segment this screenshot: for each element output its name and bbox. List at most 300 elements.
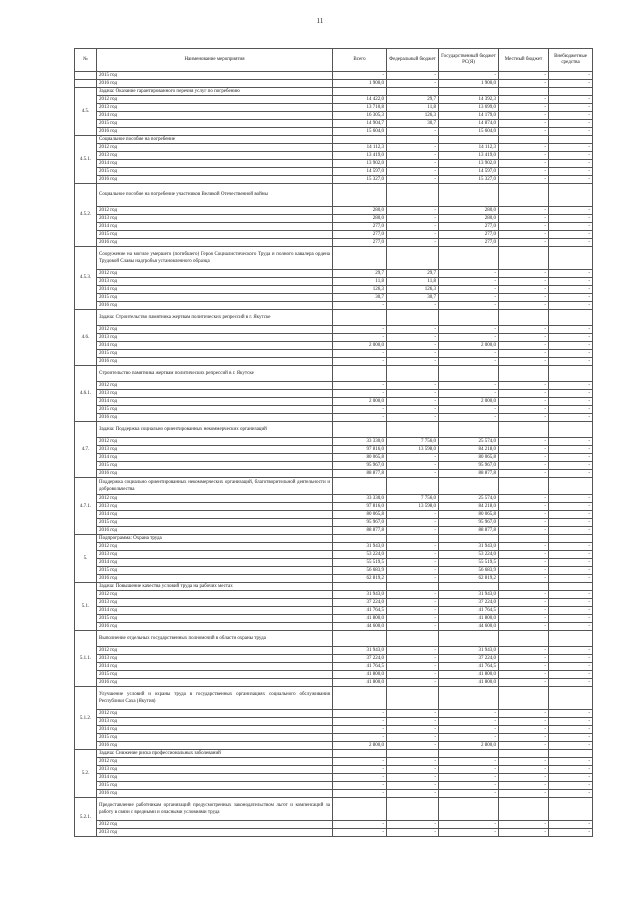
table-row	[75, 238, 593, 246]
year-label: 2014 год	[97, 774, 333, 782]
empty-cell	[387, 88, 439, 96]
empty-cell	[549, 136, 593, 144]
empty-cell	[333, 136, 387, 144]
table-row	[75, 790, 593, 798]
year-label: 2015 год	[97, 567, 333, 575]
year-label: 2015 год	[97, 462, 333, 470]
year-label: 2015 год	[97, 782, 333, 790]
table-row	[75, 758, 593, 766]
table-row	[75, 519, 593, 527]
section-title: Подпрограмма: Охрана труда	[97, 535, 333, 543]
value-local: -	[499, 176, 549, 184]
table-row	[75, 599, 593, 607]
value-state: 56 683,9	[439, 567, 499, 575]
value-state: -	[439, 277, 499, 285]
value-state: 31 943,0	[439, 647, 499, 655]
col-header-number: №	[75, 49, 97, 72]
value-federal: -	[387, 820, 439, 828]
value-federal: -	[387, 176, 439, 184]
value-extra: -	[549, 495, 593, 503]
value-extra: -	[549, 543, 593, 551]
empty-cell	[549, 583, 593, 591]
year-label: 2013 год	[97, 718, 333, 726]
value-local: -	[499, 567, 549, 575]
value-extra: -	[549, 333, 593, 341]
value-state: -	[439, 349, 499, 357]
value-extra: -	[549, 80, 593, 88]
value-federal: -	[387, 72, 439, 80]
value-local: -	[499, 72, 549, 80]
table-row	[75, 128, 593, 136]
value-federal: -	[387, 325, 439, 333]
value-total: 41 764,5	[333, 663, 387, 671]
value-total: 14 904,7	[333, 120, 387, 128]
year-label: 2012 год	[97, 269, 333, 277]
value-total: 14 112,3	[333, 144, 387, 152]
value-federal: -	[387, 718, 439, 726]
value-extra: -	[549, 238, 593, 246]
empty-cell	[333, 184, 387, 207]
year-label: 2016 год	[97, 301, 333, 309]
value-extra: -	[549, 820, 593, 828]
value-state: -	[439, 381, 499, 389]
empty-cell	[387, 421, 439, 437]
year-label: 2013 год	[97, 503, 333, 511]
empty-cell	[549, 421, 593, 437]
value-federal: -	[387, 462, 439, 470]
empty-cell	[439, 136, 499, 144]
value-total: 41 800,0	[333, 679, 387, 687]
value-local: -	[499, 710, 549, 718]
section-title: Улучшение условий и охраны труда в государственных организациях социального обслуживания Республики Саха (Якутия)	[97, 687, 333, 710]
value-local: -	[499, 80, 549, 88]
value-state: 62 819,2	[439, 575, 499, 583]
value-local: -	[499, 820, 549, 828]
value-total: 13 419,0	[333, 152, 387, 160]
table-row	[75, 671, 593, 679]
value-local: -	[499, 230, 549, 238]
section-code: 5.2.1.	[75, 798, 97, 837]
value-total: -	[333, 790, 387, 798]
table-row	[75, 152, 593, 160]
table-row	[75, 397, 593, 405]
year-label: 2016 год	[97, 470, 333, 478]
table-row	[75, 104, 593, 112]
table-row	[75, 381, 593, 389]
value-extra: -	[549, 168, 593, 176]
value-local: -	[499, 718, 549, 726]
value-state: -	[439, 389, 499, 397]
table-row	[75, 742, 593, 750]
value-state: 44 600,0	[439, 623, 499, 631]
empty-cell	[439, 309, 499, 325]
value-state: 41 764,5	[439, 607, 499, 615]
value-local: -	[499, 381, 549, 389]
value-total: -	[333, 381, 387, 389]
value-local: -	[499, 206, 549, 214]
value-federal: -	[387, 511, 439, 519]
empty-cell	[499, 798, 549, 821]
empty-cell	[333, 246, 387, 269]
empty-cell	[333, 309, 387, 325]
value-total: -	[333, 710, 387, 718]
value-state: 53 224,0	[439, 551, 499, 559]
year-label: 2013 год	[97, 655, 333, 663]
empty-cell	[439, 798, 499, 821]
value-federal: 126,3	[387, 285, 439, 293]
empty-cell	[499, 478, 549, 495]
empty-cell	[75, 72, 97, 80]
value-total: 15 327,0	[333, 176, 387, 184]
section-header-row	[75, 798, 593, 821]
value-state: -	[439, 726, 499, 734]
value-federal: 29,7	[387, 269, 439, 277]
section-title: Поддержка социально ориентированных некоммерческих организаций, благотворительной деятельности и добровольчества	[97, 478, 333, 495]
value-total: 31 943,0	[333, 543, 387, 551]
section-code: 4.5.2.	[75, 184, 97, 247]
col-header-name: Наименование мероприятия	[97, 49, 333, 72]
value-federal: -	[387, 527, 439, 535]
value-state: -	[439, 718, 499, 726]
empty-cell	[439, 421, 499, 437]
value-extra: -	[549, 144, 593, 152]
col-header-local: Местный бюджет	[499, 49, 549, 72]
value-local: -	[499, 438, 549, 446]
section-code: 4.7.	[75, 421, 97, 477]
section-title: Строительство памятника жертвам политических репрессий в г. Якутске	[97, 365, 333, 381]
value-extra: -	[549, 774, 593, 782]
value-state: 2 000,0	[439, 397, 499, 405]
value-local: -	[499, 790, 549, 798]
value-extra: -	[549, 726, 593, 734]
value-extra: -	[549, 742, 593, 750]
value-local: -	[499, 152, 549, 160]
value-extra: -	[549, 405, 593, 413]
value-extra: -	[549, 72, 593, 80]
value-state: -	[439, 734, 499, 742]
year-label: 2012 год	[97, 96, 333, 104]
year-label: 2015 год	[97, 293, 333, 301]
value-state: -	[439, 766, 499, 774]
year-label: 2013 год	[97, 333, 333, 341]
value-total: 55 519,5	[333, 559, 387, 567]
value-total: 95 967,0	[333, 519, 387, 527]
value-extra: -	[549, 349, 593, 357]
value-extra: -	[549, 766, 593, 774]
value-total: 13 902,0	[333, 160, 387, 168]
value-extra: -	[549, 655, 593, 663]
value-local: -	[499, 551, 549, 559]
value-local: -	[499, 144, 549, 152]
section-header-row	[75, 535, 593, 543]
section-title: Задача: Оказание гарантированного перечня услуг по погребению	[97, 88, 333, 96]
value-state: 41 800,0	[439, 615, 499, 623]
value-total: -	[333, 734, 387, 742]
value-state: 25 574,0	[439, 495, 499, 503]
value-total: 37 224,0	[333, 599, 387, 607]
value-total: -	[333, 758, 387, 766]
value-total: -	[333, 301, 387, 309]
section-title: Задача: Поддержка социально ориентированных некоммерческих организаций	[97, 421, 333, 437]
value-local: -	[499, 349, 549, 357]
value-state: 2 000,0	[439, 341, 499, 349]
value-local: -	[499, 293, 549, 301]
value-local: -	[499, 214, 549, 222]
value-state: 84 218,0	[439, 446, 499, 454]
value-extra: -	[549, 671, 593, 679]
year-label: 2014 год	[97, 454, 333, 462]
table-row	[75, 503, 593, 511]
value-state: 277,0	[439, 222, 499, 230]
table-row	[75, 72, 593, 80]
value-federal: 13 598,0	[387, 446, 439, 454]
year-label: 2013 год	[97, 828, 333, 836]
value-state: 14 392,3	[439, 96, 499, 104]
year-label: 2015 год	[97, 615, 333, 623]
value-local: -	[499, 671, 549, 679]
value-federal: -	[387, 551, 439, 559]
value-extra: -	[549, 357, 593, 365]
table-row	[75, 774, 593, 782]
empty-cell	[333, 478, 387, 495]
year-label: 2012 год	[97, 647, 333, 655]
value-extra: -	[549, 591, 593, 599]
value-state: -	[439, 405, 499, 413]
value-federal: 126,3	[387, 112, 439, 120]
value-total: -	[333, 718, 387, 726]
value-total: -	[333, 325, 387, 333]
value-extra: -	[549, 128, 593, 136]
value-state: -	[439, 293, 499, 301]
year-label: 2012 год	[97, 438, 333, 446]
value-total: 80 065,8	[333, 511, 387, 519]
value-total: 280,0	[333, 206, 387, 214]
empty-cell	[499, 583, 549, 591]
year-label: 2015 год	[97, 349, 333, 357]
value-state: -	[439, 774, 499, 782]
value-total: 41 800,0	[333, 671, 387, 679]
value-extra: -	[549, 413, 593, 421]
value-local: -	[499, 120, 549, 128]
section-header-row	[75, 583, 593, 591]
year-label: 2015 год	[97, 72, 333, 80]
value-extra: -	[549, 160, 593, 168]
value-extra: -	[549, 454, 593, 462]
table-row	[75, 293, 593, 301]
value-total: 280,0	[333, 214, 387, 222]
value-local: -	[499, 238, 549, 246]
table-row	[75, 168, 593, 176]
value-state: 1 900,0	[439, 80, 499, 88]
table-row	[75, 718, 593, 726]
section-header-row	[75, 246, 593, 269]
empty-cell	[333, 583, 387, 591]
year-label: 2016 год	[97, 679, 333, 687]
value-state: -	[439, 790, 499, 798]
section-header-row	[75, 136, 593, 144]
value-total: 95 967,0	[333, 462, 387, 470]
value-state: 31 943,0	[439, 591, 499, 599]
value-extra: -	[549, 222, 593, 230]
value-extra: -	[549, 285, 593, 293]
page-number: 11	[316, 17, 324, 25]
value-extra: -	[549, 269, 593, 277]
year-label: 2014 год	[97, 341, 333, 349]
value-local: -	[499, 104, 549, 112]
value-total: 15 604,0	[333, 128, 387, 136]
year-label: 2012 год	[97, 820, 333, 828]
value-local: -	[499, 623, 549, 631]
table-row	[75, 607, 593, 615]
year-label: 2014 год	[97, 607, 333, 615]
empty-cell	[439, 184, 499, 207]
empty-cell	[549, 750, 593, 758]
empty-cell	[499, 535, 549, 543]
value-extra: -	[549, 679, 593, 687]
value-total: -	[333, 828, 387, 836]
section-header-row	[75, 184, 593, 207]
year-label: 2014 год	[97, 222, 333, 230]
col-header-total: Всего	[333, 49, 387, 72]
empty-cell	[549, 798, 593, 821]
table-row	[75, 112, 593, 120]
year-label: 2012 год	[97, 710, 333, 718]
table-row	[75, 663, 593, 671]
value-total: 11,8	[333, 277, 387, 285]
value-total: 56 683,9	[333, 567, 387, 575]
value-federal: -	[387, 222, 439, 230]
value-state: 280,0	[439, 214, 499, 222]
col-header-federal: Федеральный бюджет	[387, 49, 439, 72]
value-local: -	[499, 663, 549, 671]
empty-cell	[387, 687, 439, 710]
value-state: 55 519,5	[439, 559, 499, 567]
value-local: -	[499, 285, 549, 293]
value-total: 31 943,0	[333, 591, 387, 599]
table-row	[75, 679, 593, 687]
year-label: 2016 год	[97, 80, 333, 88]
table-row	[75, 160, 593, 168]
value-state: 25 574,0	[439, 438, 499, 446]
year-label: 2016 год	[97, 623, 333, 631]
table-row	[75, 176, 593, 184]
value-state: -	[439, 828, 499, 836]
value-total: 88 877,8	[333, 527, 387, 535]
value-total: -	[333, 413, 387, 421]
value-local: -	[499, 543, 549, 551]
value-extra: -	[549, 389, 593, 397]
value-local: -	[499, 446, 549, 454]
value-federal: 30,7	[387, 293, 439, 301]
value-federal: -	[387, 623, 439, 631]
empty-cell	[549, 478, 593, 495]
value-state: 95 967,0	[439, 519, 499, 527]
value-state: 14 597,0	[439, 168, 499, 176]
table-row	[75, 214, 593, 222]
value-federal: -	[387, 663, 439, 671]
empty-cell	[499, 365, 549, 381]
year-label: 2014 год	[97, 285, 333, 293]
year-label: 2012 год	[97, 591, 333, 599]
value-total: 2 800,0	[333, 742, 387, 750]
value-extra: -	[549, 293, 593, 301]
value-extra: -	[549, 446, 593, 454]
value-local: -	[499, 397, 549, 405]
empty-cell	[499, 136, 549, 144]
value-extra: -	[549, 96, 593, 104]
value-extra: -	[549, 214, 593, 222]
table-row	[75, 269, 593, 277]
value-federal: 11,8	[387, 277, 439, 285]
value-state: 277,0	[439, 238, 499, 246]
value-extra: -	[549, 647, 593, 655]
value-federal: -	[387, 575, 439, 583]
section-code: 5.1.	[75, 583, 97, 631]
value-federal: 30,7	[387, 120, 439, 128]
table-row	[75, 325, 593, 333]
year-label: 2015 год	[97, 168, 333, 176]
value-state: 95 967,0	[439, 462, 499, 470]
value-total: 13 710,8	[333, 104, 387, 112]
value-state: -	[439, 333, 499, 341]
value-extra: -	[549, 206, 593, 214]
year-label: 2014 год	[97, 397, 333, 405]
value-federal: -	[387, 397, 439, 405]
value-total: 277,0	[333, 230, 387, 238]
value-local: -	[499, 389, 549, 397]
value-state: 14 179,0	[439, 112, 499, 120]
value-federal: -	[387, 559, 439, 567]
empty-cell	[549, 631, 593, 647]
value-total: 1 900,0	[333, 80, 387, 88]
section-code: 4.7.1.	[75, 478, 97, 535]
value-federal: -	[387, 160, 439, 168]
value-total: -	[333, 726, 387, 734]
empty-cell	[499, 309, 549, 325]
value-extra: -	[549, 462, 593, 470]
value-federal: -	[387, 470, 439, 478]
value-state: -	[439, 413, 499, 421]
table-row	[75, 623, 593, 631]
value-extra: -	[549, 607, 593, 615]
table-row	[75, 575, 593, 583]
value-total: 277,0	[333, 222, 387, 230]
table-row	[75, 655, 593, 663]
value-state: -	[439, 782, 499, 790]
section-title: Задача: Строительство памятника жертвам политических репрессий в г. Якутске	[97, 309, 333, 325]
table-row	[75, 495, 593, 503]
year-label: 2012 год	[97, 144, 333, 152]
value-federal: -	[387, 519, 439, 527]
value-state: 14 874,0	[439, 120, 499, 128]
value-federal: -	[387, 766, 439, 774]
value-extra: -	[549, 152, 593, 160]
section-title: Социальное пособие на погребение участников Великой Отечественной войны	[97, 184, 333, 207]
value-federal: 7 756,0	[387, 495, 439, 503]
value-state: -	[439, 820, 499, 828]
value-state: -	[439, 758, 499, 766]
value-local: -	[499, 575, 549, 583]
year-label: 2016 год	[97, 238, 333, 246]
value-federal: -	[387, 790, 439, 798]
value-local: -	[499, 647, 549, 655]
value-total: -	[333, 357, 387, 365]
year-label: 2012 год	[97, 206, 333, 214]
section-title: Сооружение на могиле умершего (погибшего) Героя Социалистического Труда и полного кавалера ордена Трудовой Славы надгробья установленного образца	[97, 246, 333, 269]
value-state: -	[439, 325, 499, 333]
empty-cell	[333, 750, 387, 758]
value-federal: -	[387, 333, 439, 341]
